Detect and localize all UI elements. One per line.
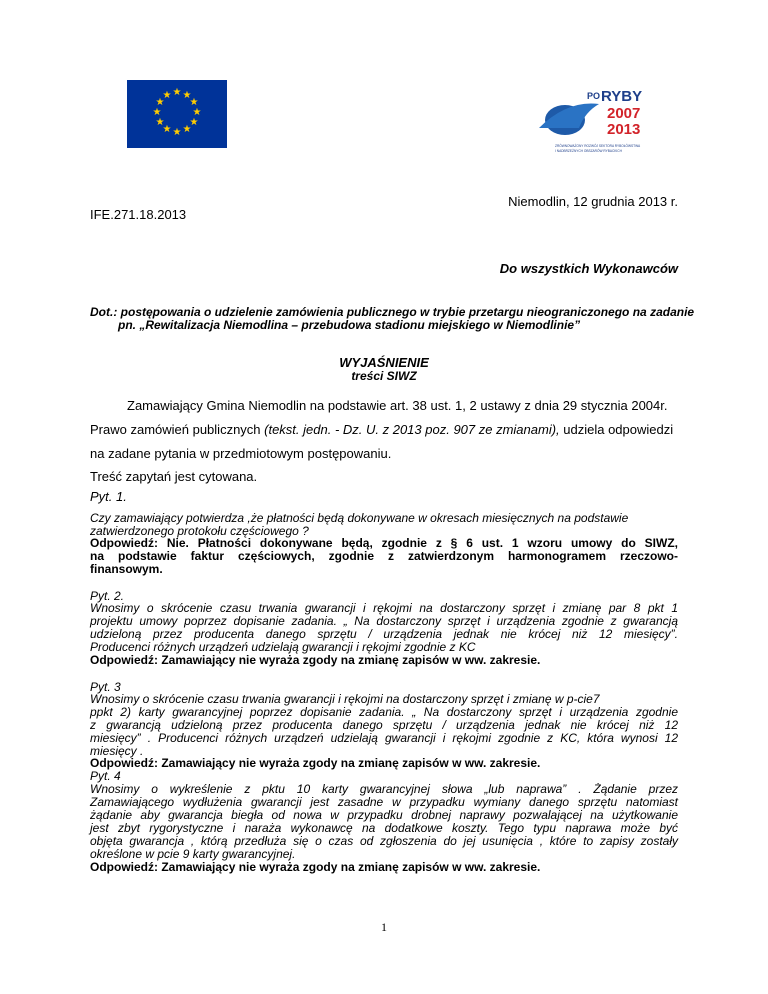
addressee: Do wszystkich Wykonawców [499,261,678,276]
q2-line-2: projektu umowy poprzez dopisanie zadania. „ Na dostarczony sprzęt i urządzenia zgodnie z gwarancją [90,614,678,628]
svg-text:★: ★ [152,107,162,118]
subject-line-1: Dot.: postępowania o udzielenie zamówienia publicznego w trybie przetargu nieograniczonego na zadanie [90,305,695,319]
svg-text:★: ★ [155,97,165,108]
po-ryby-logo [527,80,653,160]
q2-label: Pyt. 2. [90,589,125,603]
q4-line-3: żądanie aby gwarancja biegła od nowa w przypadku drobnej naprawy pozwalającej na użytkowanie [90,808,678,822]
q4-line-1: Wnosimy o wykreślenie z pktu 10 karty gwarancyjnej słowa „lub naprawa” . Żądanie przez [90,782,678,796]
place-date: Niemodlin, 12 grudnia 2013 r. [508,194,678,209]
svg-text:★: ★ [182,90,192,101]
q1-line-1: Czy zamawiający potwierdza ,że płatności będą dokonywane w okresach miesięcznych na podstawie [90,511,629,525]
q2-line-1: Wnosimy o skrócenie czasu trwania gwarancji i rękojmi na dostarczony sprzęt i zmianę par 8 pkt 1 [90,601,678,615]
q2-line-4: Producenci różnych urządzeń udzielają gwarancji i rękojmi zgodnie z KC [90,640,476,654]
reference-number: IFE.271.18.2013 [90,207,187,222]
q3-line-5: miesięcy . [90,744,144,758]
document-title: WYJAŚNIENIE [339,355,429,370]
q4-line-4: jest zbyt rygorystyczne i naraża wykonawcę na dodatkowe koszty. Tego typu naprawa może być [90,821,678,835]
intro-line-1: Zamawiający Gmina Niemodlin na podstawie art. 38 ust. 1, 2 ustawy z dnia 29 stycznia 2004r. [127,398,668,413]
svg-text:★: ★ [192,107,202,118]
q3-line-3: z gwarancją udzieloną przez producenta danego sprzętu / urządzenia jednak nie krócej niż 12 [90,718,678,732]
eu-flag-logo [127,80,227,148]
svg-text:★: ★ [189,97,199,108]
svg-text:★: ★ [155,117,165,128]
q4-line-6: określone w pcie 9 karty gwarancyjnej. [90,847,296,861]
svg-text:★: ★ [172,87,182,98]
q3-line-1: Wnosimy o skrócenie czasu trwania gwarancji i rękojmi na dostarczony sprzęt i zmianę w p-cie7 [90,692,600,706]
eu-stars-icon [127,80,227,148]
q1-line-2: zatwierdzonego protokołu częściowego ? [90,524,309,538]
q3-line-4: miesięcy” . Producenci różnych urządzeń udzielają gwarancji i rękojmi zgodnie z KC, która wynosi 12 [90,731,678,745]
page-number: 1 [381,920,387,934]
logo-subtitle-2: I NADBRZEŻNYCH OBSZARÓW RYBACKICH [555,149,622,153]
subject-line-2: pn. „Rewitalizacja Niemodlina – przebudowa stadionu miejskiego w Niemodlinie” [118,318,581,332]
q1-answer-line-1: Odpowiedź: Nie. Płatności dokonywane będą, zgodnie z § 6 ust. 1 wzoru umowy do SIWZ, [90,536,678,550]
logo-subtitle-1: ZRÓWNOWAŻONY ROZWÓJ SEKTORA RYBOŁÓWSTWA [555,144,641,148]
svg-text:★: ★ [172,127,182,138]
logo-year-start: 2007 [607,105,641,122]
intro-line-2: Prawo zamówień publicznych (tekst. jedn. - Dz. U. z 2013 poz. 907 ze zmianami), udziela odpowiedzi [90,422,674,437]
svg-text:★: ★ [162,124,172,135]
q3-line-2: ppkt 2) karty gwarancyjnej poprzez dopisanie zadania. „ Na dostarczony sprzęt i urządzenia zgodnie [90,705,678,719]
svg-text:★: ★ [162,90,172,101]
q4-label: Pyt. 4 [90,769,121,783]
q4-answer: Odpowiedź: Zamawiający nie wyraża zgody na zmianę zapisów w ww. zakresie. [90,860,541,874]
q1-answer-line-3: finansowym. [90,562,163,576]
intro-line-4: Treść zapytań jest cytowana. [90,469,258,484]
intro-line-3: na zadane pytania w przedmiotowym postępowaniu. [90,446,392,461]
q2-answer: Odpowiedź: Zamawiający nie wyraża zgody na zmianę zapisów w ww. zakresie. [90,653,541,667]
q4-line-5: objęta gwarancja , którą przedłuża się o czas od zgłoszenia do jej usunięcia , które to zapisy zostały [90,834,678,848]
q1-answer-line-2: na podstawie faktur częściowych, zgodnie z zatwierdzonym harmonogramem rzeczowo- [90,549,678,563]
logo-po-text: PO [587,91,601,101]
svg-text:★: ★ [189,117,199,128]
svg-text:★: ★ [182,124,192,135]
q1-label: Pyt. 1. [90,489,127,504]
document-subtitle: treści SIWZ [351,369,417,383]
q3-label: Pyt. 3 [90,680,121,694]
q4-line-2: Zamawiającego wydłużenia gwarancji jest zasadne w przypadku wymiany danego sprzętu natomiast [90,795,678,809]
logo-ryby-text: RYBY [601,88,643,105]
q3-answer: Odpowiedź: Zamawiający nie wyraża zgody na zmianę zapisów w ww. zakresie. [90,756,541,770]
logo-year-end: 2013 [607,121,641,138]
q2-line-3: udzieloną przez producenta danego sprzętu / urządzenia jednak nie krócej niż 12 miesięcy”. [90,627,678,641]
